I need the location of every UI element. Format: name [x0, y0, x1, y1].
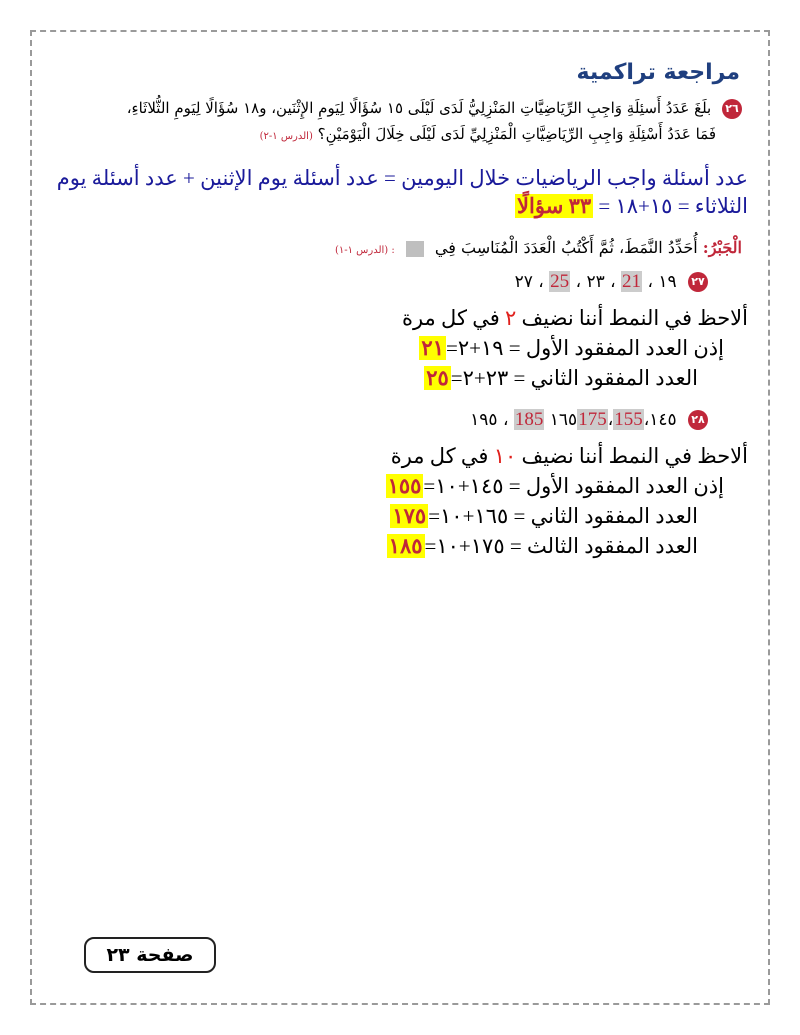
answer-highlight: ١٧٥	[392, 504, 427, 528]
question-27-sequence	[52, 271, 708, 293]
explanation-line: إذن العدد المفقود الأول = ١٤٥+١٠=١٥٥	[387, 474, 724, 498]
sequence-term: ،١٦٥	[549, 410, 614, 430]
algebra-label: الْجَبْرُ:	[702, 238, 742, 257]
missing-term: 25	[550, 271, 570, 292]
explanation-line: ألاحظ في النمط أننا نضيف ١٠ في كل مرة	[390, 444, 748, 468]
question-26	[52, 95, 748, 150]
explanation-line: العدد المفقود الثاني = ١٦٥+١٠=١٧٥	[392, 504, 698, 528]
sequence-term: ١٤٥،	[643, 410, 677, 430]
question-number-badge: ٢٦	[722, 99, 742, 119]
lesson-reference: : (الدرس ١-١)	[334, 245, 395, 256]
blank-box-icon	[406, 241, 424, 257]
sequence-term: ، ١٩٥	[470, 410, 509, 430]
sequence-term: ١٩ ،	[647, 272, 677, 292]
lesson-reference: (الدرس ١-٢)	[259, 131, 313, 142]
explanation-28	[52, 441, 748, 561]
sequence-term: ، ٢٧	[514, 272, 544, 292]
explanation-line: العدد المفقود الثالث = ١٧٥+١٠=١٨٥	[388, 534, 698, 558]
question-number-badge: ٢٧	[688, 272, 708, 292]
answer-highlight: ١٥٥	[387, 474, 422, 498]
answer-result: ٣٣ سؤالًا	[517, 194, 592, 218]
answer-26	[52, 164, 748, 220]
missing-term: 155	[614, 409, 643, 430]
algebra-instruction	[52, 238, 742, 257]
answer-highlight: ٢١	[421, 336, 444, 360]
missing-term: 21	[622, 271, 642, 292]
missing-term: 175	[578, 409, 607, 430]
explanation-27	[52, 303, 748, 393]
question-28-sequence	[52, 409, 708, 431]
page-content	[52, 56, 748, 561]
answer-text: عدد أسئلة واجب الرياضيات خلال اليومين = عدد أسئلة يوم الإثنين + عدد أسئلة يوم الثلاثاء = ١٥+١٨ =	[56, 166, 748, 218]
question-text-line-1: بلَغَ عَدَدُ أَسئِلَةِ وَاجِبِ الرِّيَاضِيَّاتِ المَنْزِلِيُّ لَدَى لَيْلَى ١٥ سُؤَالًا لِيَومِ الإِثْنَين، و١٨ سُؤَالًا لِيَومِ الثُّلاثَاءِ،	[126, 99, 712, 117]
answer-highlight: ٢٥	[426, 366, 449, 390]
sequence-term: ، ٢٣ ،	[575, 272, 616, 292]
question-text-line-2: فَمَا عَدَدُ أَسْئِلَةِ وَاجِبِ الرِّيَاضِيَّاتِ الْمَنْزِلِيِّ لَدَى لَيْلَى خِلَالَ الْيَوْمَيْنِ؟	[317, 125, 716, 143]
explanation-line: إذن العدد المفقود الأول = ١٩+٢=٢١	[421, 336, 724, 360]
question-number-badge: ٢٨	[688, 410, 708, 430]
explanation-line: العدد المفقود الثاني = ٢٣+٢=٢٥	[426, 366, 698, 390]
algebra-text: أُحَدِّدُ النَّمَطَ، ثُمَّ أَكْتُبُ الْعَدَدَ الْمُنَاسِبَ فِي	[434, 238, 698, 257]
answer-highlight: ١٨٥	[388, 534, 423, 558]
explanation-line: ألاحظ في النمط أننا نضيف ٢ في كل مرة	[401, 306, 748, 330]
missing-term: 185	[514, 409, 544, 430]
page-number-label: صفحة ٢٣	[84, 937, 216, 973]
section-title: مراجعة تراكمية	[576, 60, 740, 85]
